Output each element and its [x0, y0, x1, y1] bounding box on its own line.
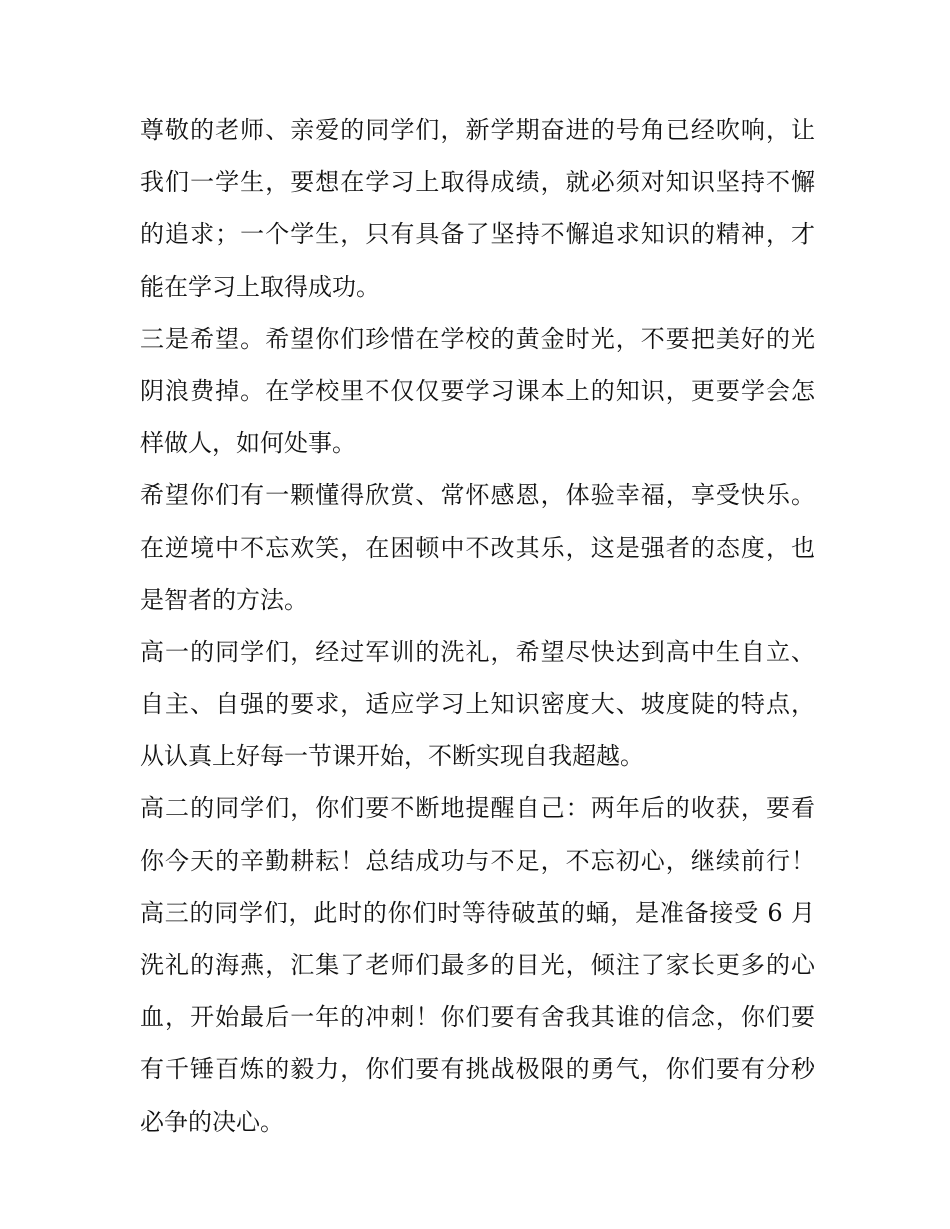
- text-line: 是智者的方法。: [140, 585, 308, 614]
- text-line: 高三的同学们，此时的你们时等待破茧的蛹，是准备接受 6 月: [140, 898, 815, 927]
- text-line: 的追求；一个学生，只有具备了坚持不懈追求知识的精神，才: [140, 220, 815, 249]
- text-line: 从认真上好每一节课开始，不断实现自我超越。: [140, 742, 644, 771]
- text-line: 有千锤百炼的毅力，你们要有挑战极限的勇气，你们要有分秒: [140, 1055, 815, 1084]
- text-line: 三是希望。希望你们珍惜在学校的黄金时光，不要把美好的光: [140, 324, 815, 353]
- body-text: [140, 104, 815, 1148]
- text-line: 洗礼的海燕，汇集了老师们最多的目光，倾注了家长更多的心: [140, 951, 815, 979]
- text-line: 高一的同学们，经过军训的洗礼，希望尽快达到高中生自立、: [140, 637, 815, 666]
- text-line: 我们一学生，要想在学习上取得成绩，就必须对知识坚持不懈: [140, 168, 815, 197]
- text-line: 高二的同学们，你们要不断地提醒自己：两年后的收获，要看: [140, 794, 815, 823]
- text-line: 能在学习上取得成功。: [140, 272, 380, 301]
- text-line: 自主、自强的要求，适应学习上知识密度大、坡度陡的特点，: [140, 690, 815, 719]
- text-line: 在逆境中不忘欢笑，在困顿中不改其乐，这是强者的态度，也: [140, 533, 815, 562]
- text-line: 样做人，如何处事。: [140, 429, 356, 458]
- text-line: 你今天的辛勤耕耘！总结成功与不足，不忘初心，继续前行！: [140, 846, 815, 875]
- text-line: 血，开始最后一年的冲刺！你们要有舍我其谁的信念，你们要: [140, 1003, 815, 1032]
- text-line: 希望你们有一颗懂得欣赏、常怀感恩，体验幸福，享受快乐。: [140, 481, 815, 510]
- text-line: 阴浪费掉。在学校里不仅仅要学习课本上的知识，更要学会怎: [140, 376, 815, 405]
- text-line: 尊敬的老师、亲爱的同学们，新学期奋进的号角已经吹响，让: [140, 116, 815, 144]
- text-line: 必争的决心。: [140, 1107, 284, 1136]
